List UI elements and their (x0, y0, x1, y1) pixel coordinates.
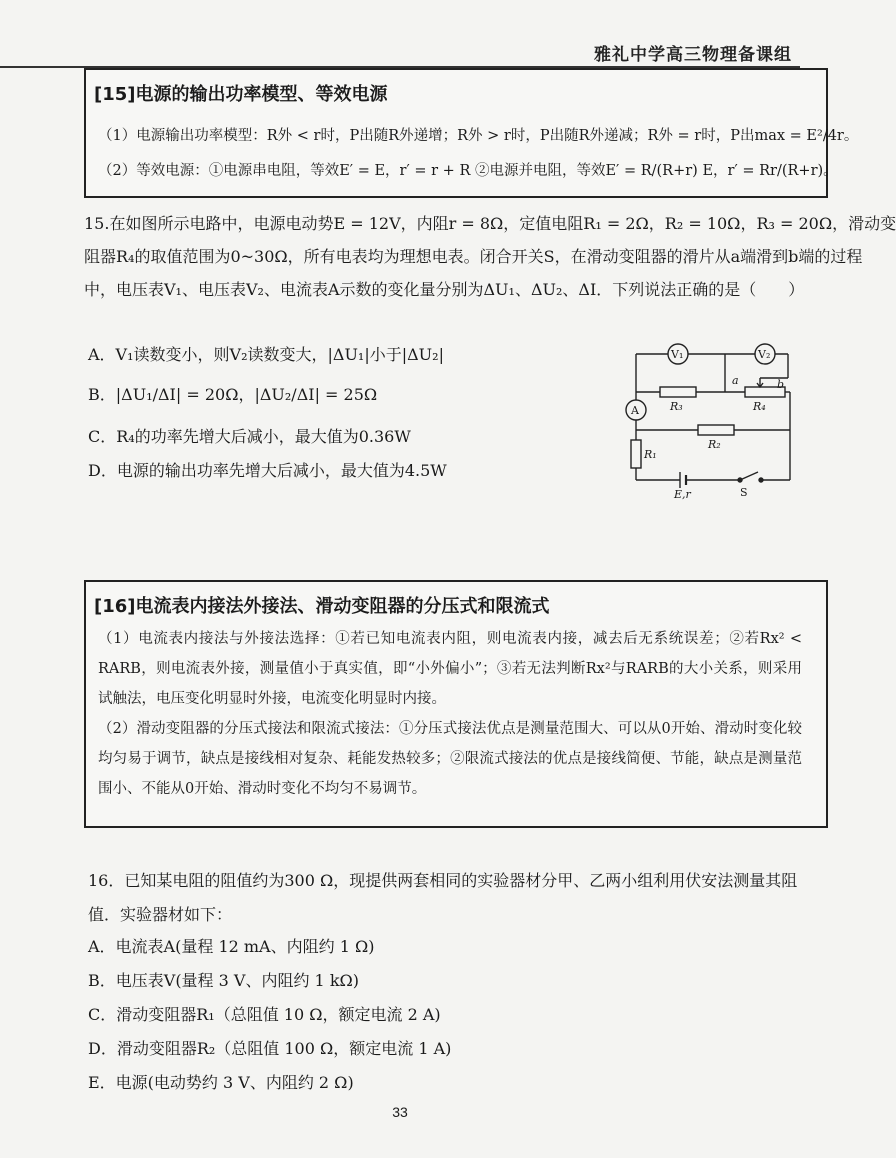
question-15-stem-line-1: 15.在如图所示电路中，电源电动势E = 12V，内阻r = 8Ω，定值电阻R₁ = 2Ω，R₂ = 10Ω，R₃ = 20Ω，滑动变 (84, 214, 896, 233)
label-a: a (732, 374, 739, 387)
page-number: 33 (392, 1104, 408, 1120)
question-15-option-c: C．R₄的功率先增大后减小，最大值为0.36W (88, 427, 411, 446)
knowledge-box-16 (84, 580, 828, 828)
switch-s (740, 472, 758, 480)
question-15-stem-line-2: 阻器R₄的取值范围为0~30Ω，所有电表均为理想电表。闭合开关S，在滑动变阻器的滑片从a端滑到b端的过程 (84, 247, 863, 266)
question-16-option-c: C．滑动变阻器R₁（总阻值 10 Ω，额定电流 2 A) (88, 1005, 441, 1024)
question-15-option-b: B．|ΔU₁/ΔI| = 20Ω，|ΔU₂/ΔI| = 25Ω (88, 385, 378, 404)
label-source: E,r (674, 488, 691, 501)
resistor-r1 (631, 440, 641, 468)
section-16-title: [16]电流表内接法外接法、滑动变阻器的分压式和限流式 (94, 596, 550, 617)
label-ammeter: A (631, 404, 639, 417)
section-16-para-2: （2）滑动变阻器的分压式接法和限流式接法：①分压式接法优点是测量范围大、可以从0开始、滑动时变化较均匀易于调节，缺点是接线相对复杂、耗能发热较多；②限流式接法的优点是接线简便、节能，缺点是测量范围小、不能从0开始、滑动时变化不均匀不易调节。 (98, 721, 802, 797)
question-15-stem-line-3: 中，电压表V₁、电压表V₂、电流表A示数的变化量分别为ΔU₁、ΔU₂、ΔI．下列说法正确的是（ ） (84, 280, 805, 299)
resistor-r2 (698, 425, 734, 435)
question-16-option-b: B．电压表V(量程 3 V、内阻约 1 kΩ) (88, 971, 360, 990)
question-15-option-d: D．电源的输出功率先增大后减小，最大值为4.5W (88, 461, 447, 480)
knowledge-box-15 (84, 68, 859, 198)
question-15-option-a: A．V₁读数变小，则V₂读数变大，|ΔU₁|小于|ΔU₂| (88, 345, 444, 364)
resistor-r3 (660, 387, 696, 397)
label-r4: R₄ (753, 400, 766, 413)
label-r3: R₃ (670, 400, 683, 413)
label-v2: V₂ (758, 348, 771, 361)
label-switch: S (740, 486, 748, 499)
question-16-option-d: D．滑动变阻器R₂（总阻值 100 Ω，额定电流 1 A) (88, 1039, 452, 1058)
section-15-line-2: （2）等效电源：①电源串电阻，等效E′ = E，r′ = r + R ②电源并电阻，等效E′ = R/(R+r) E，r′ = Rr/(R+r)。 (98, 163, 838, 179)
label-r2: R₂ (708, 438, 721, 451)
label-b: b (777, 378, 785, 391)
label-r1: R₁ (644, 448, 657, 461)
question-15-stem (84, 207, 896, 306)
question-16-option-e: E．电源(电动势约 3 V、内阻约 2 Ω) (88, 1073, 354, 1092)
circuit-diagram (620, 338, 800, 501)
section-15-line-1: （1）电源输出功率模型：R外 < r时，P出随R外递增；R外 > r时，P出随R外递减；R外 = r时，P出max = E²/4r。 (98, 128, 859, 144)
question-16-stem: 16．已知某电阻的阻值约为300 Ω，现提供两套相同的实验器材分甲、乙两小组利用伏安法测量其阻值．实验器材如下： (88, 871, 798, 924)
question-16-option-a: A．电流表A(量程 12 mA、内阻约 1 Ω) (88, 937, 375, 956)
label-v1: V₁ (671, 348, 684, 361)
header-school: 雅礼中学高三物理备课组 (594, 45, 792, 65)
section-15-title: [15]电源的输出功率模型、等效电源 (94, 84, 388, 105)
section-16-para-1: （1）电流表内接法与外接法选择：①若已知电流表内阻，则电流表内接，减去后无系统误差；②若Rx² < RARB，则电流表外接，测量值小于真实值，即“小外偏小”；③若无法判断Rx²与RARB的大小关系，则采用试触法，电压变化明显时外接，电流变化明显时内接。 (98, 631, 802, 707)
